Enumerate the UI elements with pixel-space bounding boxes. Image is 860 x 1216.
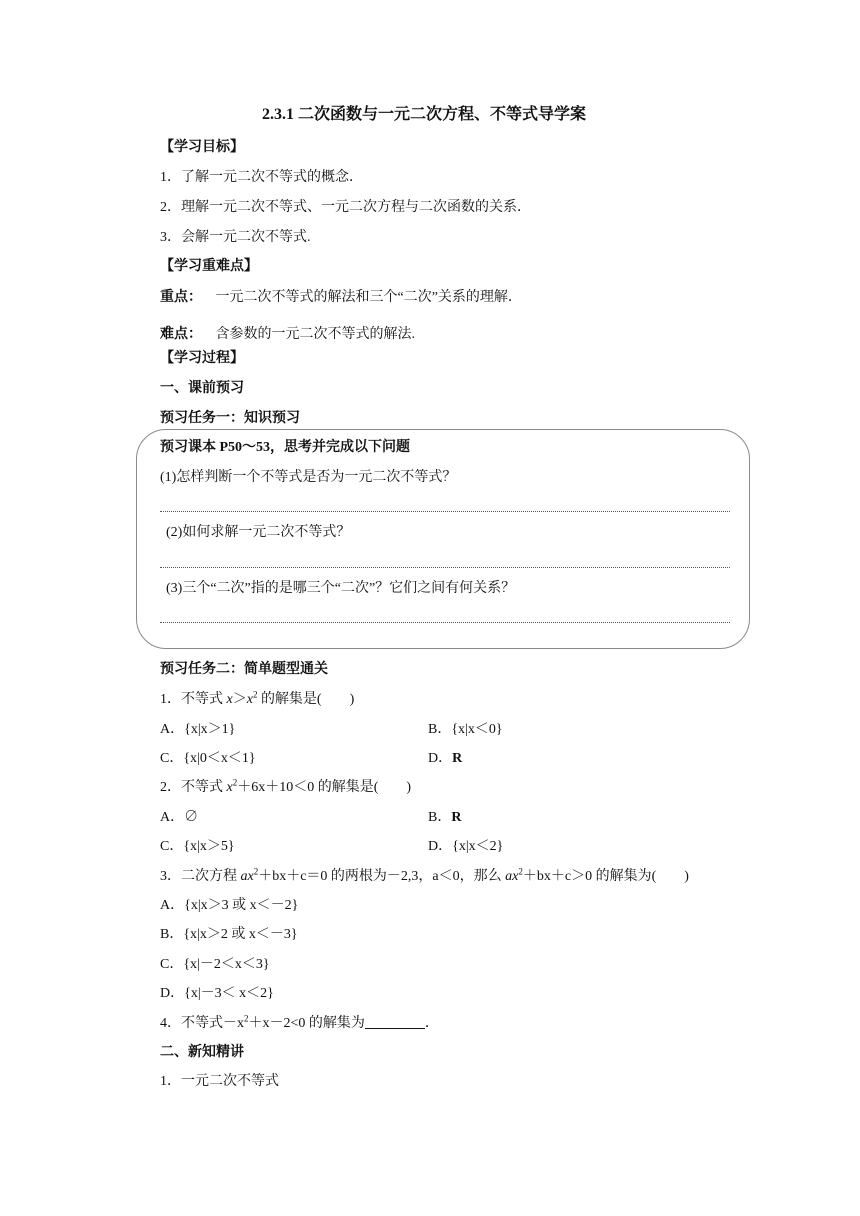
exercise-1-rest: 的解集是( ) (257, 692, 355, 707)
exercise-1-option-d-prefix: D． (428, 751, 453, 766)
exercise-1-option-d (428, 750, 462, 768)
answer-line-2 (160, 567, 730, 568)
exercise-2-option-b-prefix: B． (428, 810, 452, 825)
preview-box-title: 预习课本 P50～53，思考并完成以下问题 (160, 440, 411, 455)
section-1-heading: 一、课前预习 (160, 381, 244, 396)
answer-line-1 (160, 511, 730, 512)
exercise-3-ax: ax (240, 869, 254, 884)
exercise-1-num: 1．不等式 (160, 692, 227, 707)
difficulty-text: 含参数的一元二次不等式的解法. (215, 327, 415, 342)
objectives-heading: 【学习目标】 (160, 140, 244, 155)
section-2-heading: 二、新知精讲 (160, 1045, 244, 1060)
exercise-4-text1: 4．不等式－x (160, 1016, 244, 1031)
exercise-2-option-a: A．∅ (160, 810, 199, 825)
exercise-1-var2: x (246, 692, 253, 707)
exercise-1-option-d-value: R (452, 751, 463, 766)
focus-label: 重点： (160, 290, 202, 305)
objective-3: 3．会解一元二次不等式. (160, 230, 311, 245)
exercise-3-option-c: C．{x|－2＜x＜3} (160, 957, 270, 972)
exercise-2-option-b (428, 809, 461, 827)
exercise-4-text2: ＋x－2<0 的解集为 (248, 1016, 365, 1031)
exercise-4-text3: ． (424, 1016, 439, 1031)
exercise-3-mid1: ＋bx＋c＝0 的两根为－2,3，a＜0，那么 (258, 869, 506, 884)
answer-line-3 (160, 622, 730, 623)
exercise-2-option-c: C．{x|x＞5} (160, 839, 235, 854)
exercise-2-num: 2．不等式 (160, 780, 227, 795)
exercise-3-mid2: ＋bx＋c＞0 的解集为( ) (522, 869, 689, 884)
exercise-1-option-b: B．{x|x＜0} (428, 722, 503, 737)
exercise-2-var: x (226, 780, 233, 795)
exercise-2-rest: ＋6x＋10＜0 的解集是( ) (237, 780, 412, 795)
exercise-4 (160, 1014, 439, 1033)
exercise-4-blank[interactable] (365, 1014, 425, 1029)
task-1-heading: 预习任务一：知识预习 (160, 411, 300, 426)
exercise-4-exp: 2 (244, 1013, 249, 1024)
difficulty-line (160, 326, 415, 344)
exercise-1-gt: ＞ (232, 692, 247, 707)
preview-question-1: (1)怎样判断一个不等式是否为一元二次不等式？ (160, 470, 457, 485)
focus-text: 一元二次不等式的解法和三个“二次”关系的理解． (215, 290, 522, 305)
key-points-heading: 【学习重难点】 (160, 259, 258, 274)
exercise-1 (160, 691, 354, 709)
objective-2: 2．理解一元二次不等式、一元二次方程与二次函数的关系． (160, 200, 531, 215)
preview-question-2: (2)如何求解一元二次不等式？ (166, 525, 351, 540)
objective-1: 1．了解一元二次不等式的概念． (160, 170, 363, 185)
process-heading: 【学习过程】 (160, 351, 244, 366)
difficulty-label: 难点： (160, 327, 202, 342)
exercise-3 (160, 868, 689, 886)
exercise-3-exp2: 2 (518, 866, 523, 877)
exercise-2-option-b-value: R (451, 810, 462, 825)
exercise-3-option-d: D．{x|－3＜ x＜2} (160, 986, 274, 1001)
exercise-2-option-d: D．{x|x＜2} (428, 839, 504, 854)
focus-line (160, 289, 522, 307)
exercise-2-exp: 2 (232, 777, 238, 788)
exercise-1-option-a: A．{x|x＞1} (160, 722, 236, 737)
page-title: 2.3.1 二次函数与一元二次方程、不等式导学案 (262, 106, 587, 123)
exercise-1-option-c: C．{x|0＜x＜1} (160, 751, 256, 766)
new-knowledge-1: 1．一元二次不等式 (160, 1074, 279, 1089)
exercise-2 (160, 779, 411, 797)
exercise-3-exp: 2 (253, 866, 259, 877)
exercise-3-option-a: A．{x|x＞3 或 x＜－2} (160, 898, 299, 913)
preview-question-3: (3)三个“二次”指的是哪三个“二次”？它们之间有何关系？ (166, 581, 516, 596)
exercise-3-text1: 3．二次方程 (160, 869, 241, 884)
exercise-3-ax2: ax (505, 869, 519, 884)
task-2-heading: 预习任务二：简单题型通关 (160, 662, 328, 677)
exercise-3-option-b: B．{x|x＞2 或 x＜－3} (160, 927, 298, 942)
exercise-1-exp: 2 (252, 689, 258, 700)
exercise-1-var: x (226, 692, 233, 707)
